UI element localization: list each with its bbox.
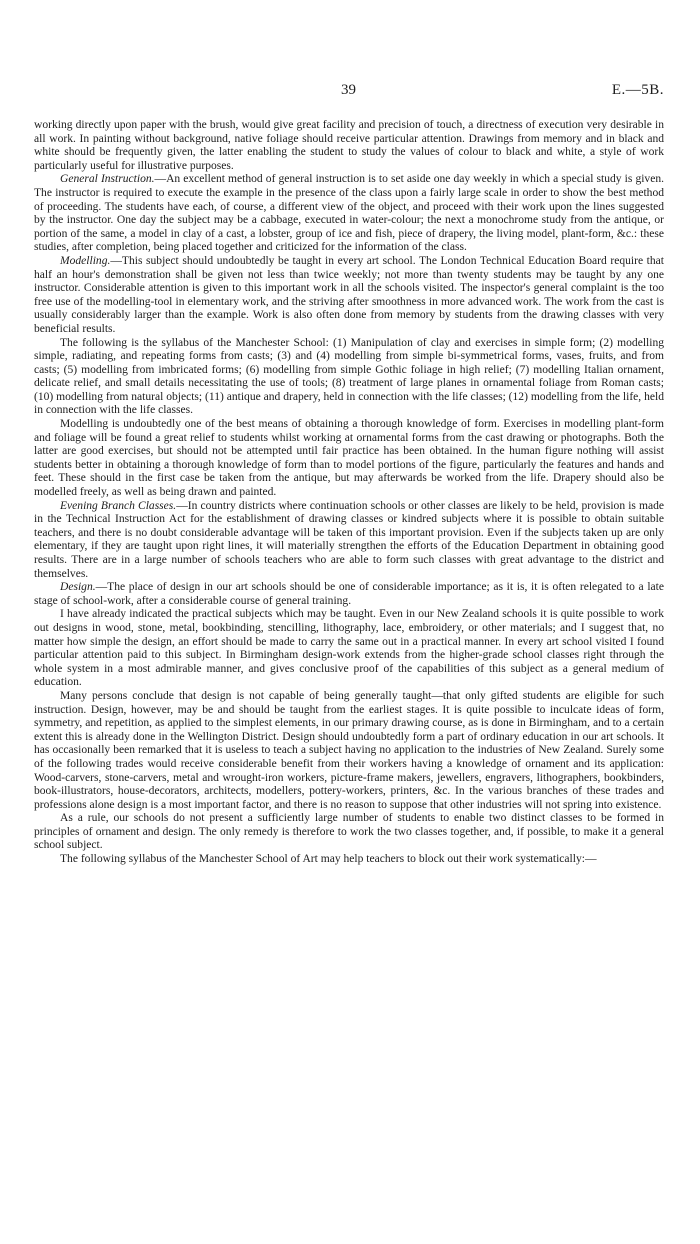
page-number: 39	[341, 82, 356, 98]
paragraph-text: working directly upon paper with the brush, would give great facility and precision of touch, a directness of execution very desirable in all work. In painting without background, native foliage should receive particular attention. Drawings from memory and in black and white should be frequently given, the latter enabling the student to study the values of colour to black and white, a style of work particularly useful for illustrative purposes.	[34, 119, 664, 172]
paragraph-design-taught	[34, 690, 664, 812]
document-reference: E.—5B.	[611, 82, 664, 98]
paragraph-text: The following is the syllabus of the Manchester School: (1) Manipulation of clay and exercises in simple form; (2) modelling simple, radiating, and repeating forms from casts; (3) and (4) modelling from simple bi-symmetrical forms, vases, fruits, and from casts; (5) modelling from imbricated forms; (6) modelling from simple Gothic foliage in high relief; (7) modelling Italian ornament, delicate relief, and small details necessitating the use of tools; (8) treatment of large planes in ornamental foliage from Roman casts; (10) modelling from natural objects; (11) antique and drapery, held in connection with the life classes; (12) modelling from the life, held in connection with the life classes.	[34, 336, 664, 417]
body-text	[34, 119, 664, 867]
paragraph-lead: General Instruction.	[60, 173, 155, 186]
paragraph-continued-brushwork	[34, 119, 664, 173]
paragraph-text: —This subject should undoubtedly be taught in every art school. The London Technical Education Board require that half an hour's demonstration shall be given not less than twice weekly; not more than twenty students may be taught by any one instructor. Considerable attention is given to this important work in all the schools visited. The inspector's general complaint is the too free use of the modelling-tool in elementary work, and the striving after smoothness in more advanced work. The work from the cast is usually considerably larger than the example. Work is also often done from memory by students from the drawing classes with very beneficial results.	[34, 254, 664, 335]
paragraph-text: As a rule, our schools do not present a sufficiently large number of students to enable two distinct classes to be formed in principles of ornament and design. The only remedy is therefore to work the two classes together, and, if possible, to make it a general school subject.	[34, 812, 664, 852]
paragraph-text: I have already indicated the practical subjects which may be taught. Even in our New Zealand schools it is quite possible to work out designs in wood, stone, metal, bookbinding, stencilling, lithography, lace, embroidery, or other materials; and I suggest that, no matter how simple the design, an effort should be made to carry the same out in a practical manner. In every art school visited I found particular attention paid to this subject. In Birmingham design-work extends from the higher-grade school classes right through the whole system in a most admirable manner, and gives conclusive proof of the capabilities of this subject as a general medium of education.	[34, 608, 664, 689]
paragraph-lead: Design.	[60, 581, 96, 594]
paragraph-manchester-syllabus	[34, 337, 664, 419]
paragraph-evening-branch-classes	[34, 500, 664, 582]
paragraph-text: The following syllabus of the Manchester School of Art may help teachers to block out their work systematically:—	[60, 853, 597, 866]
paragraph-lead: Modelling.	[60, 254, 111, 267]
paragraph-text: Modelling is undoubtedly one of the best means of obtaining a thorough knowledge of form. Exercises in modelling plant-form and foliage will be found a great relief to students whilst working at ornamental forms from the cast drawing or photographs. Both the latter are good exercises, but should not be attempted until fair practice has been obtained. In the human figure nothing will assist students better in obtaining a thorough knowledge of form than to model portions of the figure, particularly the features and hands and feet. These should in the first case be taken from the antique, but may afterwards be worked from the life. Drapery should also be modelled freely, as well as being drawn and painted.	[34, 418, 664, 499]
paragraph-design	[34, 581, 664, 608]
paragraph-practical-subjects	[34, 608, 664, 690]
page-header	[0, 82, 700, 102]
paragraph-general-instruction	[34, 173, 664, 255]
paragraph-following-syllabus	[34, 853, 664, 867]
paragraph-text: —In country districts where continuation schools or other classes are likely to be held, provision is made in the Technical Instruction Act for the establishment of drawing classes or kindred subjects where it is possible to obtain suitable teachers, and there is no doubt considerable advantage will be taken of this important provision. Even if the subjects taken up are only elementary, if they are taught upon right lines, it will materially strengthen the efforts of the Education Department in obtaining good results. There are in a large number of schools teachers who are able to form such classes with great advantage to the district and themselves.	[34, 499, 664, 580]
paragraph-text: —The place of design in our art schools should be one of considerable importance; as it is, it is often relegated to a late stage of school-work, after a considerable course of general training.	[34, 581, 664, 607]
paragraph-text: —An excellent method of general instruction is to set aside one day weekly in which a special study is given. The instructor is required to execute the example in the presence of the class upon a fairly large scale in order to show the best method of proceeding. The students have each, of course, a different view of the object, and proceed with their work upon the lines suggested by the instructor. One day the subject may be a cabbage, executed in water-colour; the next a monochrome study from the antique, or portion of the same, a model in clay of a cast, a lobster, group of ice and fish, piece of drapery, the living model, plant-form, &c.: these studies, after completion, being placed together and criticized for the information of the class.	[34, 173, 664, 254]
paragraph-modelling	[34, 255, 664, 337]
paragraph-two-classes	[34, 812, 664, 853]
paragraph-text: Many persons conclude that design is not capable of being generally taught—that only gifted students are eligible for such instruction. Design, however, may be and should be taught from the earliest stages. It is quite possible to inculcate ideas of form, symmetry, and repetition, as applied to the simplest elements, in our primary drawing course, as is done in Birmingham, and to a certain extent this is already done in the Wellington District. Design should undoubtedly form a part of ordinary education in our art schools. It has occasionally been remarked that it is useless to teach a subject having no application to the industries of New Zealand. Surely some of the following trades would receive considerable benefit from their workers having a knowledge of ornament and its application: Wood-carvers, stone-carvers, metal and wrought-iron workers, picture-frame makers, jewellers, engravers, lithographers, bookbinders, book-illustrators, house-decorators, architects, modellers, pottery-workers, printers, &c. In the various branches of these trades and professions alone design is a most important factor, and there is no reason to suppose that other industries will not spring into existence.	[34, 689, 664, 811]
paragraph-modelling-form	[34, 418, 664, 500]
paragraph-lead: Evening Branch Classes.	[60, 499, 177, 512]
